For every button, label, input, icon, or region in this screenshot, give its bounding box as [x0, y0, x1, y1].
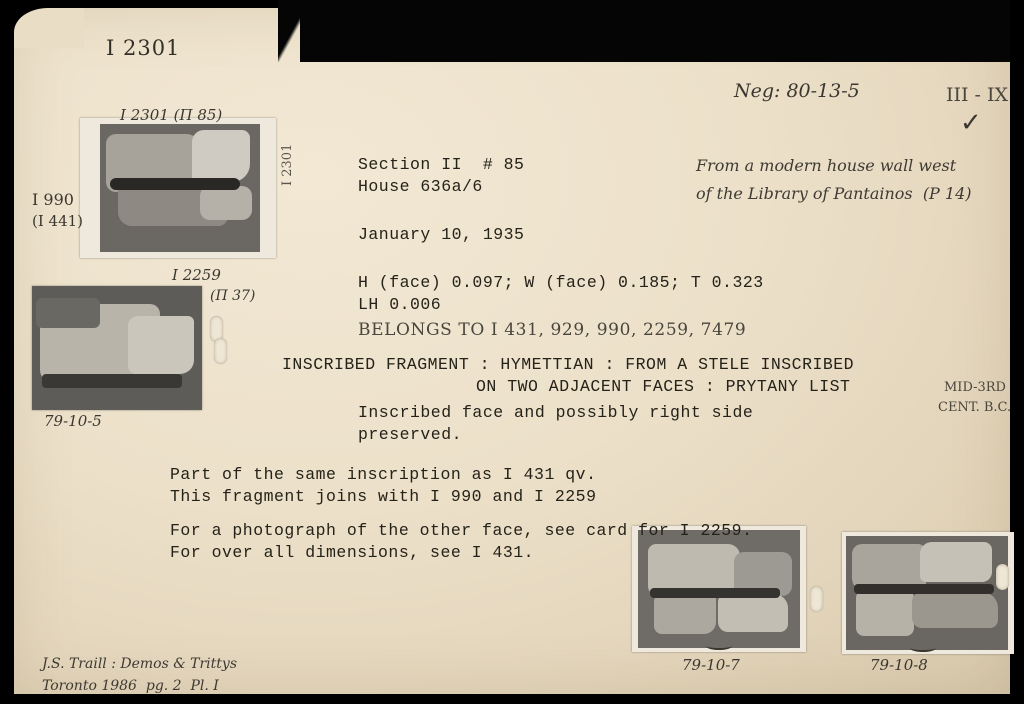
body-line-2: This fragment joins with I 990 and I 2259: [170, 487, 597, 506]
photo-bottom-right: [842, 532, 1014, 654]
description-line-1: Inscribed face and possibly right side: [358, 403, 754, 422]
photo-image: [638, 530, 800, 648]
punch-hole: [214, 338, 227, 364]
photo-top-left: [80, 118, 276, 258]
title-line-1: INSCRIBED FRAGMENT : HYMETTIAN : FROM A STELE INSCRIBED: [282, 355, 855, 374]
catalog-card: [14, 8, 1010, 694]
photo-bottom-right-caption: 79-10-8: [870, 656, 928, 674]
dimensions-line: H (face) 0.097; W (face) 0.185; T 0.323: [358, 273, 764, 292]
stone-shape: [718, 594, 788, 632]
left-note-i990: I 990: [32, 190, 74, 209]
corner-code: III - IX: [946, 84, 1009, 106]
card-tab-id: I 2301: [106, 36, 181, 60]
body-line-4: For over all dimensions, see I 431.: [170, 543, 535, 562]
photo-mid-left-caption: 79-10-5: [44, 412, 102, 430]
photo-image: [32, 286, 202, 410]
body-line-1: Part of the same inscription as I 431 qv.: [170, 465, 597, 484]
squiggle-mark: [706, 642, 732, 650]
description-line-2: preserved.: [358, 425, 463, 444]
body-line-3: For a photograph of the other face, see card for I 2259.: [170, 521, 753, 540]
house-line: House 636a/6: [358, 177, 483, 196]
date-note-line-2: CENT. B.C.: [938, 400, 1012, 415]
stone-shape: [912, 592, 998, 628]
provenance-note-line-1: From a modern house wall west: [696, 156, 957, 175]
tab-cutout: [300, 0, 1010, 62]
stone-shadow: [650, 588, 780, 598]
footer-note-line-1: J.S. Traill : Demos & Trittys: [42, 656, 238, 672]
vertical-note-i2301: I 2301: [280, 143, 295, 186]
stone-shape: [36, 298, 100, 328]
photo-bottom-center: [632, 526, 806, 652]
squiggle-mark: [910, 644, 936, 652]
lh-line: LH 0.006: [358, 295, 442, 314]
stone-shadow: [42, 374, 182, 388]
card-corner-round: [14, 8, 84, 48]
photo-top-left-label-above: I 2301 (Π 85): [120, 106, 223, 124]
left-note-i441: (I 441): [32, 212, 84, 230]
date-line: January 10, 1935: [358, 225, 525, 244]
stone-shape: [192, 130, 250, 182]
photo-bottom-center-caption: 79-10-7: [682, 656, 740, 674]
stone-shape: [920, 542, 992, 582]
stone-shape: [654, 592, 716, 634]
punch-hole: [810, 586, 823, 612]
date-note-line-1: MID-3RD: [944, 380, 1006, 395]
stone-shape: [128, 316, 194, 374]
photo-image: [100, 124, 260, 252]
belongs-to-note: BELONGS TO I 431, 929, 990, 2259, 7479: [358, 320, 747, 340]
stone-shape: [856, 590, 914, 636]
stone-shape: [200, 186, 252, 220]
negative-number: Neg: 80-13-5: [734, 80, 860, 102]
stone-shadow: [854, 584, 994, 594]
tab-cutout-slope: [278, 0, 312, 62]
check-mark: ✓: [960, 108, 982, 138]
photo-top-left-label-below: I 2259: [172, 266, 221, 284]
photo-top-left-label-below-2: (Π 37): [210, 288, 256, 304]
provenance-note-line-2: of the Library of Pantainos (P 14): [696, 184, 972, 203]
stone-shadow: [110, 178, 240, 190]
photo-image: [846, 536, 1008, 650]
footer-note-line-2: Toronto 1986 pg. 2 Pl. I: [42, 678, 219, 694]
punch-hole: [996, 564, 1009, 590]
title-line-2: ON TWO ADJACENT FACES : PRYTANY LIST: [476, 377, 851, 396]
photo-mid-left: [32, 286, 202, 410]
section-line: Section II # 85: [358, 155, 525, 174]
